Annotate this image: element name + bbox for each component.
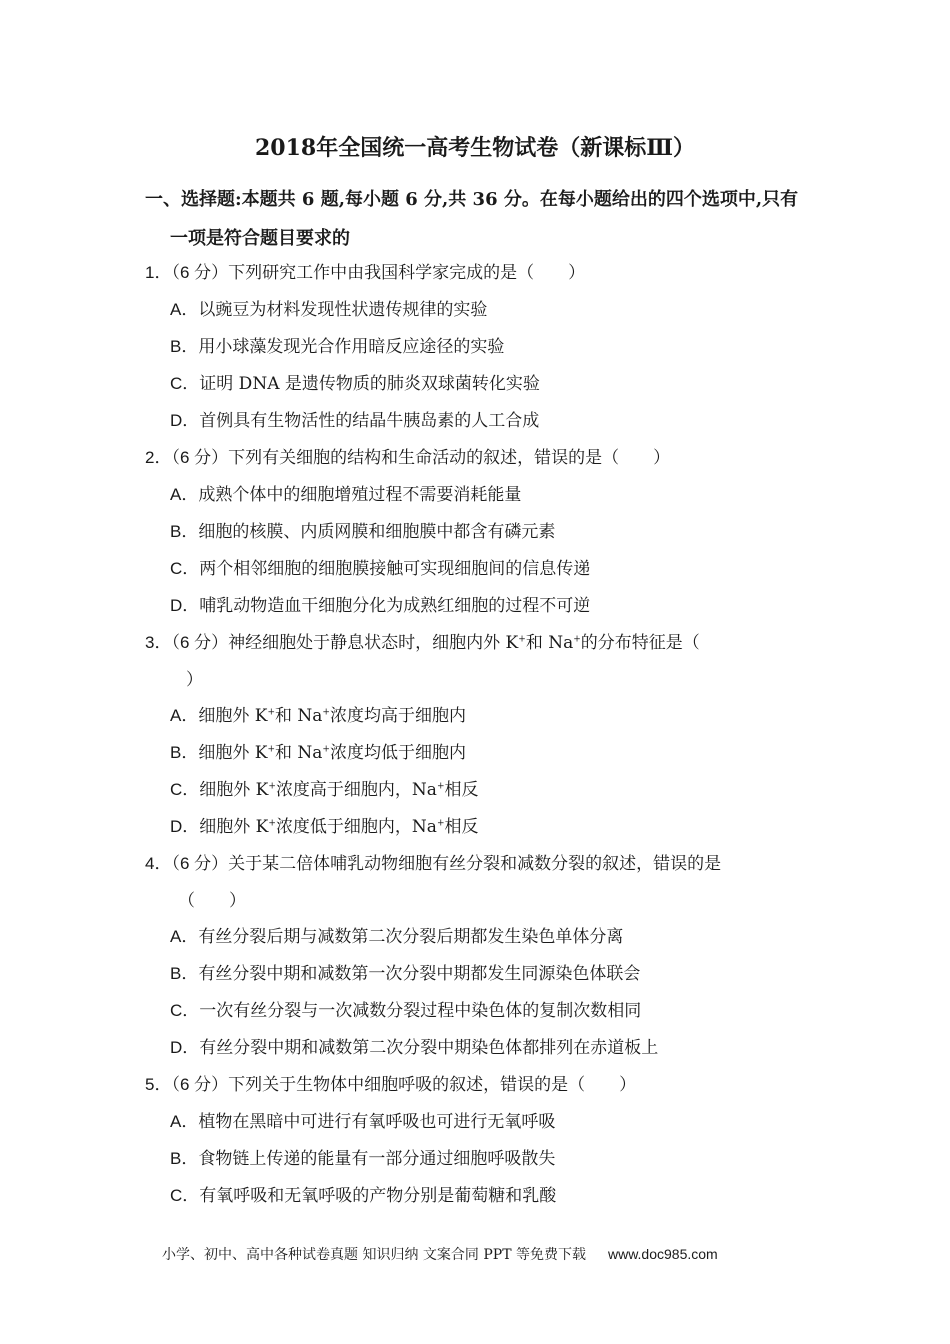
option-text: 一次有丝分裂与一次减数分裂过程中染色体的复制次数相同 bbox=[199, 1001, 642, 1021]
option-text: 和 Na bbox=[275, 743, 323, 763]
option-text: 哺乳动物造血干细胞分化为成熟红细胞的过程不可逆 bbox=[199, 596, 591, 616]
question-1 bbox=[145, 261, 585, 285]
question-5 bbox=[145, 1073, 636, 1097]
option-text: 有丝分裂后期与减数第二次分裂后期都发生染色单体分离 bbox=[198, 927, 624, 947]
option-5b bbox=[170, 1147, 555, 1171]
option-letter: D． bbox=[170, 1038, 200, 1057]
option-text: 细胞外 K bbox=[198, 706, 268, 726]
question-number: 4． bbox=[145, 854, 172, 873]
question-stem: 的分布特征是（ bbox=[580, 633, 700, 653]
question-number: 3． bbox=[145, 633, 172, 652]
option-text: 细胞外 K bbox=[199, 817, 269, 837]
option-letter: C． bbox=[170, 559, 200, 578]
option-text: 首例具有生物活性的结晶牛胰岛素的人工合成 bbox=[199, 411, 540, 431]
question-number: 5． bbox=[145, 1075, 172, 1094]
option-letter: B． bbox=[170, 964, 199, 983]
option-text: 细胞外 K bbox=[199, 780, 269, 800]
option-letter: A． bbox=[170, 927, 199, 946]
option-2b bbox=[170, 520, 555, 544]
question-2 bbox=[145, 446, 670, 470]
option-letter: B． bbox=[170, 337, 199, 356]
question-stem: 关于某二倍体哺乳动物细胞有丝分裂和减数分裂的叙述，错误的是 bbox=[228, 854, 722, 874]
question-4-cont: （ ） bbox=[178, 891, 246, 911]
footer-site-link[interactable]: www.doc985.com bbox=[607, 1246, 718, 1262]
option-1d bbox=[170, 409, 539, 433]
option-letter: B． bbox=[170, 743, 199, 762]
option-3d bbox=[170, 815, 479, 839]
option-text: 证明 DNA 是遗传物质的肺炎双球菌转化实验 bbox=[199, 374, 540, 394]
question-stem: 下列有关细胞的结构和生命活动的叙述，错误的是（ ） bbox=[228, 448, 671, 468]
option-4d bbox=[170, 1036, 658, 1060]
superscript-plus: + bbox=[322, 707, 330, 718]
section-heading-cont: 一项是符合题目要求的 bbox=[170, 228, 350, 249]
option-letter: A． bbox=[170, 706, 199, 725]
option-3b bbox=[170, 741, 466, 765]
superscript-plus: + bbox=[436, 781, 445, 792]
superscript-plus: + bbox=[322, 744, 330, 755]
superscript-plus: + bbox=[267, 744, 275, 755]
question-stem: 和 Na bbox=[525, 633, 574, 653]
superscript-plus: + bbox=[436, 818, 445, 829]
superscript-plus: + bbox=[267, 707, 275, 718]
superscript-plus: + bbox=[518, 634, 526, 645]
option-1b bbox=[170, 335, 504, 359]
question-stem: 神经细胞处于静息状态时，细胞内外 K bbox=[228, 633, 519, 653]
question-score: （6 分） bbox=[171, 263, 229, 282]
option-4b bbox=[170, 962, 640, 986]
option-2c bbox=[170, 557, 590, 581]
option-text: 浓度低于细胞内，Na bbox=[275, 817, 437, 837]
section-heading: 一、选择题:本题共 6 题,每小题 6 分,共 36 分。在每小题给出的四个选项中,只有 bbox=[145, 189, 799, 210]
option-3a bbox=[170, 704, 466, 728]
question-4 bbox=[145, 852, 721, 876]
option-text: 浓度高于细胞内，Na bbox=[275, 780, 437, 800]
option-text: 成熟个体中的细胞增殖过程不需要消耗能量 bbox=[198, 485, 522, 505]
option-letter: D． bbox=[170, 817, 200, 836]
option-text: 以豌豆为材料发现性状遗传规律的实验 bbox=[198, 300, 488, 320]
question-score: （6 分） bbox=[171, 448, 229, 467]
superscript-plus: + bbox=[573, 634, 581, 645]
option-5c bbox=[170, 1184, 556, 1208]
option-text: 食物链上传递的能量有一部分通过细胞呼吸散失 bbox=[198, 1149, 556, 1169]
option-4a bbox=[170, 925, 623, 949]
superscript-plus: + bbox=[268, 781, 276, 792]
option-letter: A． bbox=[170, 300, 199, 319]
option-text: 相反 bbox=[444, 780, 479, 800]
option-letter: D． bbox=[170, 596, 200, 615]
page-footer bbox=[162, 1244, 718, 1265]
option-text: 用小球藻发现光合作用暗反应途径的实验 bbox=[198, 337, 505, 357]
option-2d bbox=[170, 594, 590, 618]
option-letter: B． bbox=[170, 1149, 199, 1168]
option-1c bbox=[170, 372, 540, 396]
option-text: 相反 bbox=[444, 817, 479, 837]
option-letter: C． bbox=[170, 374, 200, 393]
question-stem: 下列研究工作中由我国科学家完成的是（ ） bbox=[228, 263, 586, 283]
option-4c bbox=[170, 999, 641, 1023]
page-title: 2018年全国统一高考生物试卷（新课标Ⅲ） bbox=[254, 135, 696, 161]
option-letter: A． bbox=[170, 1112, 199, 1131]
question-stem: 下列关于生物体中细胞呼吸的叙述，错误的是（ ） bbox=[228, 1075, 637, 1095]
option-text: 有氧呼吸和无氧呼吸的产物分别是葡萄糖和乳酸 bbox=[199, 1186, 557, 1206]
option-2a bbox=[170, 483, 521, 507]
option-3c bbox=[170, 778, 479, 802]
option-text: 植物在黑暗中可进行有氧呼吸也可进行无氧呼吸 bbox=[198, 1112, 556, 1132]
question-number: 2． bbox=[145, 448, 172, 467]
option-letter: D． bbox=[170, 411, 200, 430]
superscript-plus: + bbox=[268, 818, 276, 829]
option-letter: C． bbox=[170, 780, 200, 799]
option-letter: B． bbox=[170, 522, 199, 541]
question-number: 1． bbox=[145, 263, 172, 282]
option-text: 有丝分裂中期和减数第二次分裂中期染色体都排列在赤道板上 bbox=[199, 1038, 659, 1058]
option-letter: A． bbox=[170, 485, 199, 504]
option-text: 细胞的核膜、内质网膜和细胞膜中都含有磷元素 bbox=[198, 522, 556, 542]
option-text: 浓度均低于细胞内 bbox=[329, 743, 466, 763]
option-text: 细胞外 K bbox=[198, 743, 268, 763]
footer-text: 小学、初中、高中各种试卷真题 知识归纳 文案合同 PPT 等免费下载 bbox=[162, 1247, 586, 1263]
question-score: （6 分） bbox=[171, 854, 229, 873]
option-letter: C． bbox=[170, 1186, 200, 1205]
option-5a bbox=[170, 1110, 555, 1134]
option-text: 和 Na bbox=[275, 706, 323, 726]
question-3 bbox=[145, 631, 700, 655]
question-3-cont: ） bbox=[186, 670, 203, 690]
option-text: 两个相邻细胞的细胞膜接触可实现细胞间的信息传递 bbox=[199, 559, 591, 579]
question-score: （6 分） bbox=[171, 1075, 229, 1094]
question-score: （6 分） bbox=[171, 633, 229, 652]
option-text: 有丝分裂中期和减数第一次分裂中期都发生同源染色体联会 bbox=[198, 964, 641, 984]
option-letter: C． bbox=[170, 1001, 200, 1020]
option-1a bbox=[170, 298, 487, 322]
option-text: 浓度均高于细胞内 bbox=[329, 706, 466, 726]
